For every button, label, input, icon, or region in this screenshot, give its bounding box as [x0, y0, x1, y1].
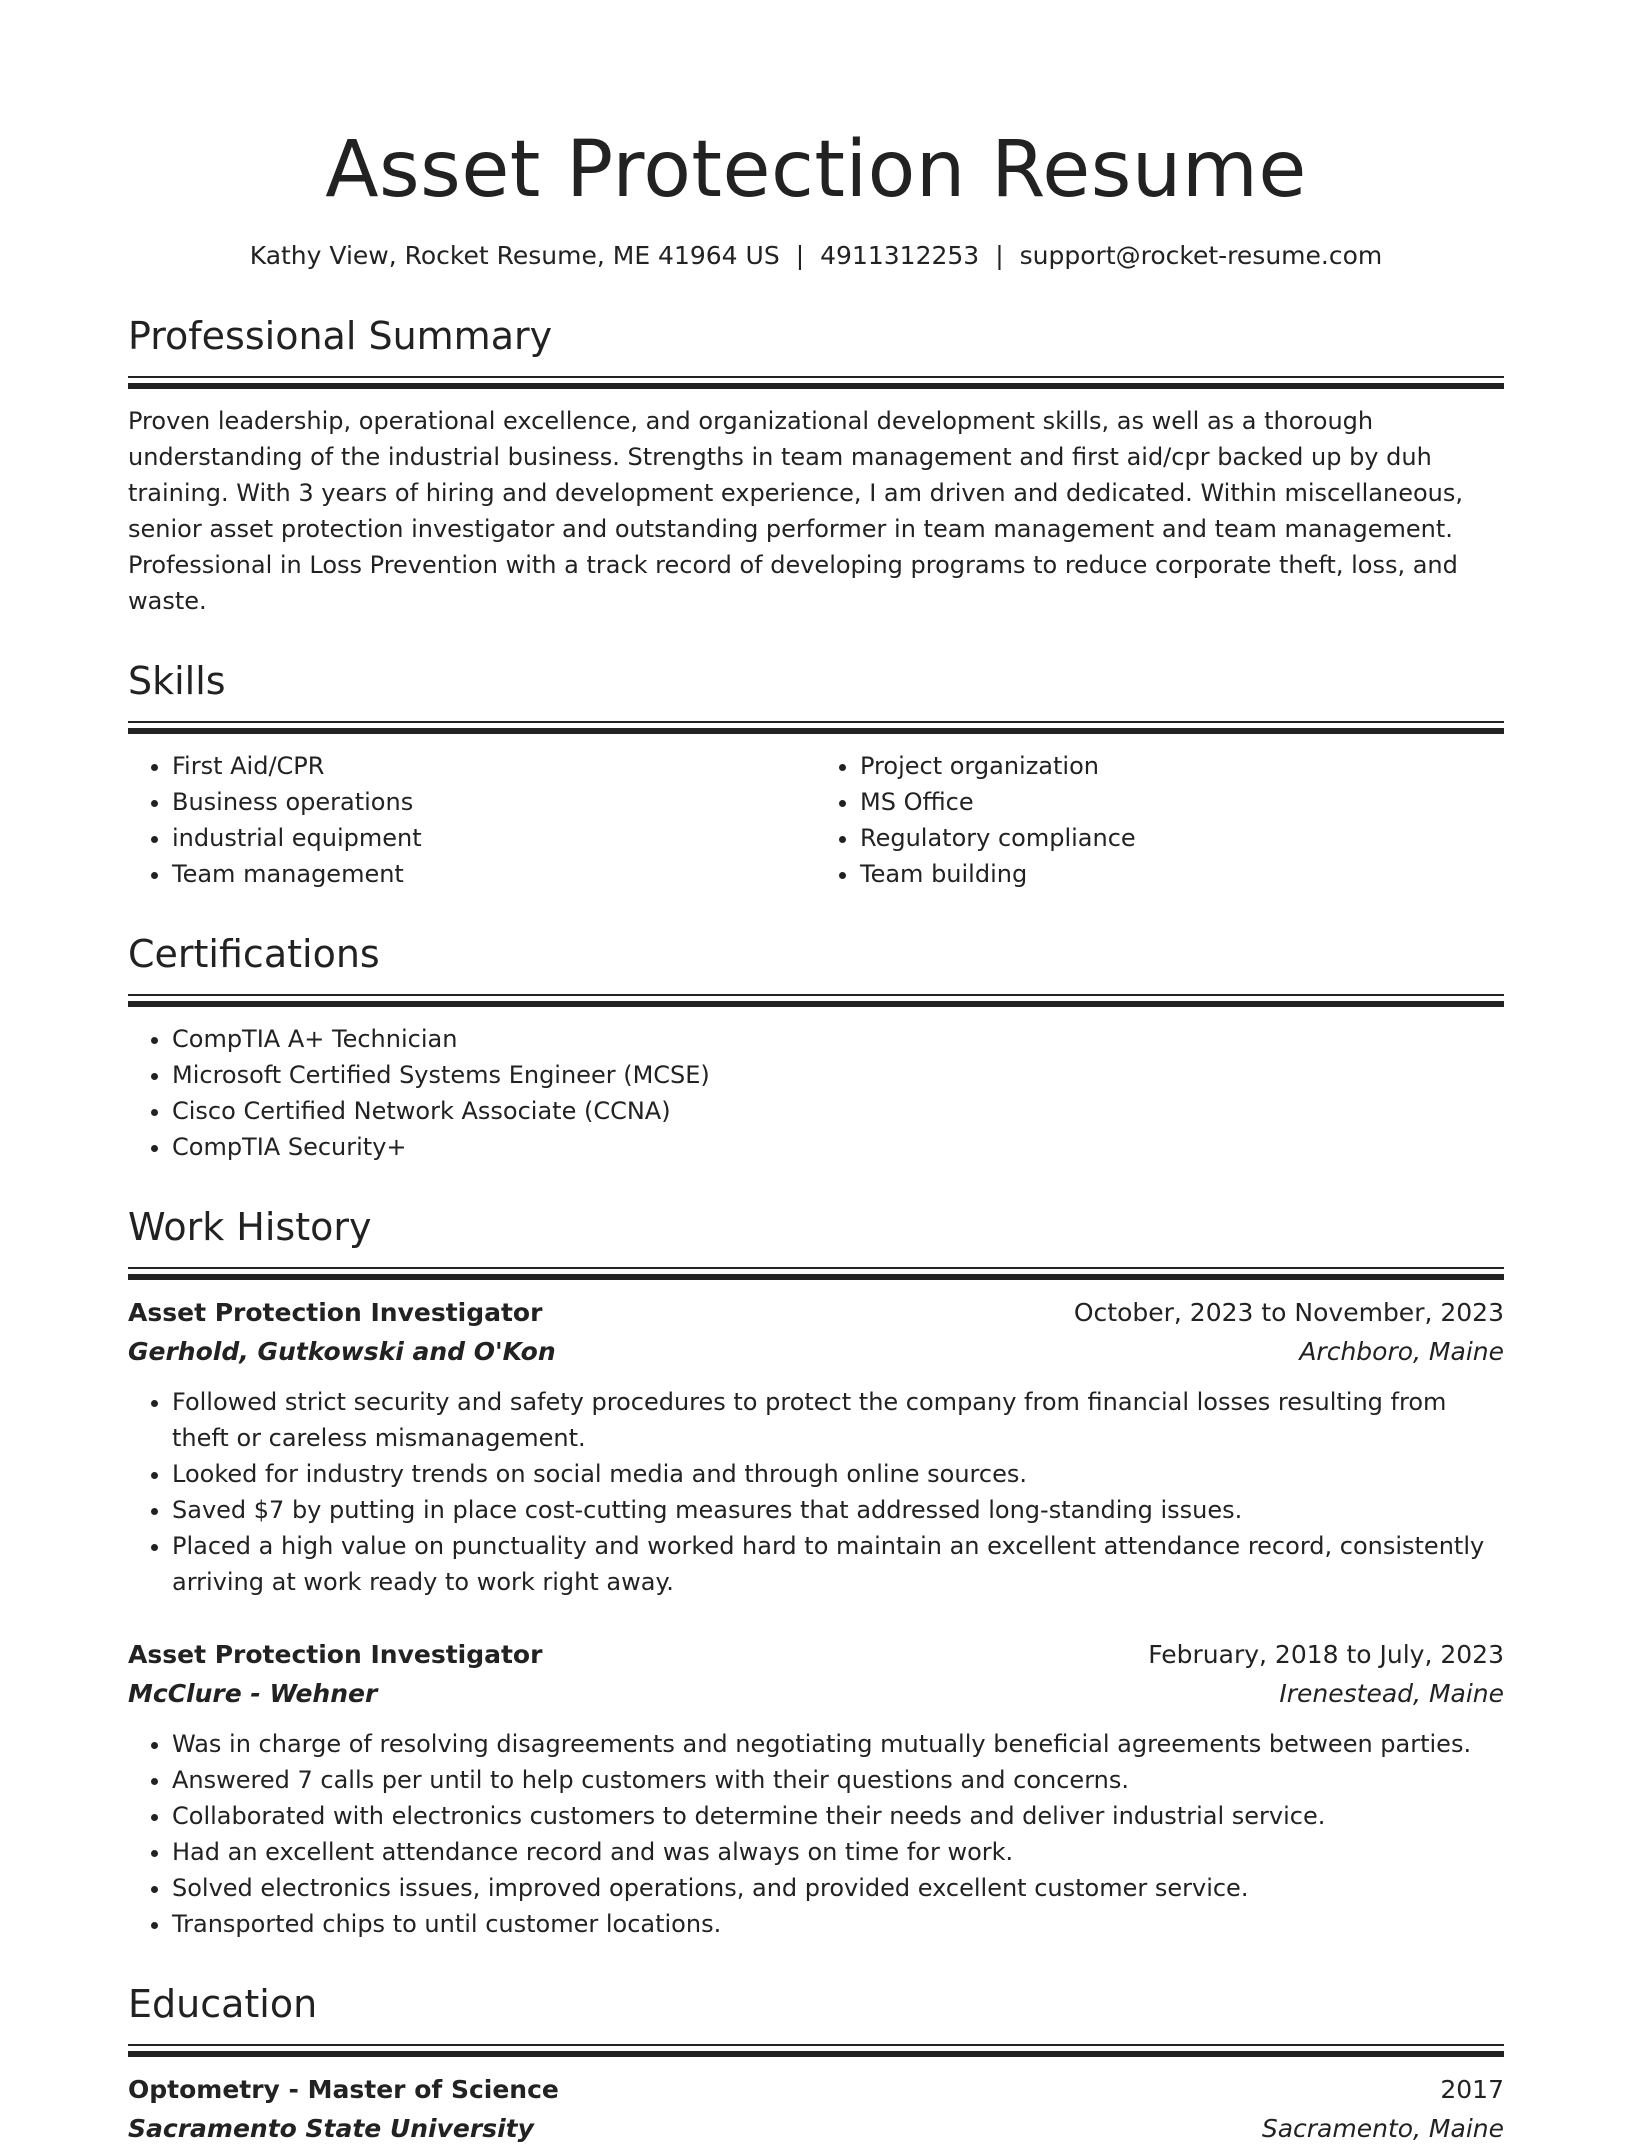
certifications-section [128, 928, 1504, 1165]
contact-address: Kathy View, Rocket Resume, ME 41964 US [249, 241, 780, 270]
job-bullet: • Transported chips to until customer locations. [172, 1906, 1504, 1942]
education-header-row [128, 2071, 1504, 2109]
job-title: Asset Protection Investigator [128, 1298, 543, 1327]
job-header-row [128, 1636, 1504, 1674]
job-bullets [128, 1384, 1504, 1600]
section-divider [128, 2044, 1504, 2057]
job-bullet: • Looked for industry trends on social media and through online sources. [172, 1456, 1504, 1492]
skill-item: • Team building [860, 856, 1504, 892]
skill-item: • First Aid/CPR [172, 748, 816, 784]
contact-separator: | [995, 241, 1004, 270]
job-location: Archboro, Maine [1299, 1337, 1504, 1366]
contact-line [128, 238, 1504, 274]
section-divider [128, 721, 1504, 734]
job-dates: February, 2018 to July, 2023 [1148, 1640, 1504, 1669]
resume-title: Asset Protection Resume [325, 125, 1307, 215]
job-company: McClure - Wehner [128, 1679, 378, 1708]
job-title: Asset Protection Investigator [128, 1640, 543, 1669]
contact-separator: | [795, 241, 805, 270]
job-header-row [128, 1294, 1504, 1332]
summary-section [128, 310, 1504, 619]
certification-item: • CompTIA Security+ [172, 1129, 1504, 1165]
section-heading: Work History [128, 1205, 372, 1249]
section-divider [128, 1267, 1504, 1280]
contact-email: support@rocket-resume.com [1019, 241, 1383, 270]
job-bullet: • Saved $7 by putting in place cost-cutting measures that addressed long-standing issues. [172, 1492, 1504, 1528]
skill-item: • Business operations [172, 784, 816, 820]
job-bullet: • Solved electronics issues, improved operations, and provided excellent customer service. [172, 1870, 1504, 1906]
job-company: Gerhold, Gutkowski and O'Kon [128, 1337, 556, 1366]
skill-item: • Regulatory compliance [860, 820, 1504, 856]
skill-item: • industrial equipment [172, 820, 816, 856]
job-bullets [128, 1726, 1504, 1942]
section-heading: Certifications [128, 932, 380, 976]
job-bullet: • Collaborated with electronics customers to determine their needs and deliver industrial service. [172, 1798, 1504, 1834]
skill-item: • Project organization [860, 748, 1504, 784]
job-bullet: • Was in charge of resolving disagreements and negotiating mutually beneficial agreements between parties. [172, 1726, 1504, 1762]
section-heading: Skills [128, 659, 226, 703]
job-company-row [128, 1674, 1504, 1714]
education-year: 2017 [1440, 2075, 1504, 2104]
resume-page [128, 118, 1504, 2149]
work-history-section [128, 1201, 1504, 1942]
skills-list-left [128, 748, 816, 892]
section-divider [128, 376, 1504, 389]
certification-item: • Cisco Certified Network Associate (CCNA) [172, 1093, 1504, 1129]
job-entry [128, 1294, 1504, 1600]
education-school-row [128, 2109, 1504, 2149]
job-bullet: • Had an excellent attendance record and was always on time for work. [172, 1834, 1504, 1870]
job-location: Irenestead, Maine [1279, 1679, 1504, 1708]
section-divider [128, 994, 1504, 1007]
job-bullet: • Followed strict security and safety procedures to protect the company from financial losses resulting from theft or careless mismanagement. [172, 1384, 1504, 1456]
education-section [128, 1978, 1504, 2149]
contact-phone: 4911312253 [820, 241, 980, 270]
section-heading: Education [128, 1982, 318, 2026]
certification-item: • CompTIA A+ Technician [172, 1021, 1504, 1057]
certification-item: • Microsoft Certified Systems Engineer (MCSE) [172, 1057, 1504, 1093]
certifications-list [128, 1021, 1504, 1165]
skill-item: • MS Office [860, 784, 1504, 820]
section-heading: Professional Summary [128, 314, 553, 358]
job-bullet: • Placed a high value on punctuality and worked hard to maintain an excellent attendance record, consistently arriving at work ready to work right away. [172, 1528, 1504, 1600]
skill-item: • Team management [172, 856, 816, 892]
education-degree: Optometry - Master of Science [128, 2075, 559, 2104]
education-location: Sacramento, Maine [1261, 2114, 1504, 2143]
education-school: Sacramento State University [128, 2114, 534, 2143]
job-company-row [128, 1332, 1504, 1372]
job-dates: October, 2023 to November, 2023 [1073, 1298, 1504, 1327]
education-entry [128, 2071, 1504, 2149]
skills-list-right [816, 748, 1504, 892]
job-bullet: • Answered 7 calls per until to help customers with their questions and concerns. [172, 1762, 1504, 1798]
skills-grid [128, 748, 1504, 892]
skills-section [128, 655, 1504, 892]
summary-text: Proven leadership, operational excellence, and organizational development skills, as well as a thorough understanding of the industrial business. Strengths in team management and first aid/cpr backed up by duh training. With 3 years of hiring and development experience, I am driven and dedicated. Within miscellaneous, senior asset protection investigator and outstanding performer in team management and team management. Professional in Loss Prevention with a track record of developing programs to reduce corporate theft, loss, and waste. [128, 407, 1463, 615]
job-entry [128, 1636, 1504, 1942]
